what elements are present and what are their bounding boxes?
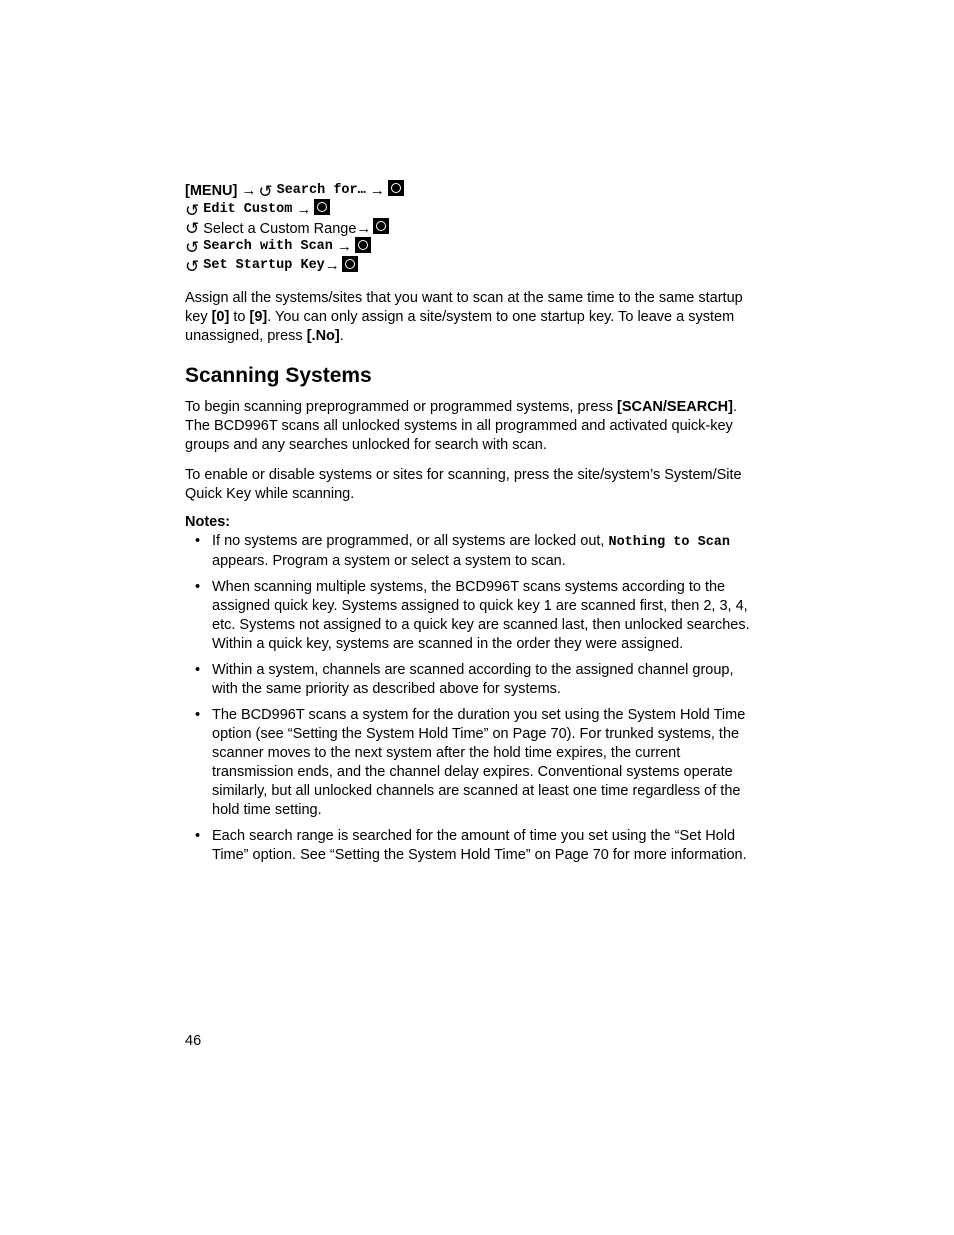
text: Within a system, channels are scanned according to the assigned channel group, with the same priority as described above for systems. — [212, 662, 734, 697]
text: to — [229, 309, 250, 325]
notes-label: Notes: — [185, 514, 231, 530]
section-heading: Scanning Systems — [185, 364, 372, 387]
menu-path-line-1 — [185, 182, 404, 201]
select-button-icon — [342, 256, 358, 272]
text: Assign all the systems/sites that you want to scan at the same time to the same startup key — [185, 290, 743, 325]
rotate-knob-icon: ↺ — [185, 257, 200, 277]
arrow-right-icon: → — [356, 219, 372, 237]
key-9: [9] — [249, 309, 268, 325]
text: To begin scanning preprogrammed or programmed systems, press — [185, 399, 617, 415]
select-button-icon — [314, 199, 330, 215]
key-scan-search: [SCAN/SEARCH] — [616, 399, 733, 415]
rotate-knob-icon: ↺ — [185, 219, 200, 239]
list-item — [185, 532, 760, 571]
page-number: 46 — [185, 1033, 202, 1049]
list-item — [185, 578, 760, 654]
text: appears. Program a system or select a system to scan. — [212, 553, 566, 569]
select-button-icon — [373, 218, 389, 234]
arrow-right-icon: → — [296, 200, 312, 218]
bullet: • — [195, 828, 201, 844]
bullet: • — [195, 662, 201, 678]
text: . You can only assign a site/system to one startup key. To leave a system unassigned, press — [185, 309, 735, 344]
menu-item-search-for: Search for… — [276, 183, 366, 198]
menu-item-search-with-scan: Search with Scan — [203, 239, 333, 255]
key-no: [.No] — [306, 328, 340, 344]
arrow-right-icon: → — [369, 182, 385, 199]
bullet: • — [195, 707, 201, 723]
text: . — [339, 328, 344, 344]
text: If no systems are programmed, or all systems are locked out, — [212, 533, 609, 549]
text: When scanning multiple systems, the BCD996T scans systems according to the assigned quick key. Systems assigned to quick key 1 are scanned first, then 2, 3, 4, etc. Systems not assigned to a quick key are scanned last, then unlocked searches. Within a quick key, systems are scanned in the order they were assigned. — [212, 579, 750, 652]
menu-path-line-2 — [185, 201, 404, 220]
menu-path-line-5 — [185, 257, 404, 276]
arrow-right-icon: → — [336, 238, 352, 256]
select-button-icon — [355, 237, 371, 253]
arrow-right-icon: → — [241, 182, 257, 199]
menu-item-set-startup-key: Set Startup Key — [203, 258, 325, 274]
assign-paragraph — [185, 289, 760, 346]
rotate-knob-icon: ↺ — [185, 200, 200, 220]
bullet: • — [195, 533, 201, 549]
list-item — [185, 661, 760, 699]
begin-paragraph — [185, 398, 760, 455]
display-message: Nothing to Scan — [608, 535, 731, 550]
text: . The BCD996T scans all unlocked systems in all programmed and activated quick-key groups and any searches unlocked for search with scan. — [185, 399, 738, 453]
menu-path-line-4 — [185, 238, 404, 257]
list-item — [185, 706, 760, 820]
menu-item-edit-custom: Edit Custom — [203, 201, 293, 217]
bullet: • — [195, 579, 201, 595]
text: The BCD996T scans a system for the duration you set using the System Hold Time option (see “Setting the System Hold Time” on Page 70). For trunked systems, the scanner moves to the next system after the hold time expires, the current transmission ends, and the channel delay expires. Conventional systems operate similarly, but all unlocked channels are scanned at least one time regardless of the hold time setting. — [212, 707, 746, 818]
arrow-right-icon: → — [324, 257, 340, 275]
menu-path — [185, 182, 404, 276]
text: Each search range is searched for the amount of time you set using the “Set Hold Time” option. See “Setting the System Hold Time” on Page 70 for more information. — [212, 828, 747, 863]
rotate-knob-icon: ↺ — [185, 238, 200, 258]
menu-path-line-3 — [185, 220, 404, 239]
key-0: [0] — [211, 309, 230, 325]
list-item — [185, 827, 760, 865]
select-button-icon — [388, 180, 404, 196]
menu-item-select-custom-range: Select a Custom Range — [203, 220, 357, 237]
notes-list — [185, 532, 760, 872]
rotate-knob-icon: ↺ — [258, 181, 273, 201]
enable-paragraph: To enable or disable systems or sites for scanning, press the site/system’s System/Site Quick Key while scanning. — [185, 467, 742, 502]
menu-key: [MENU] — [185, 183, 238, 199]
